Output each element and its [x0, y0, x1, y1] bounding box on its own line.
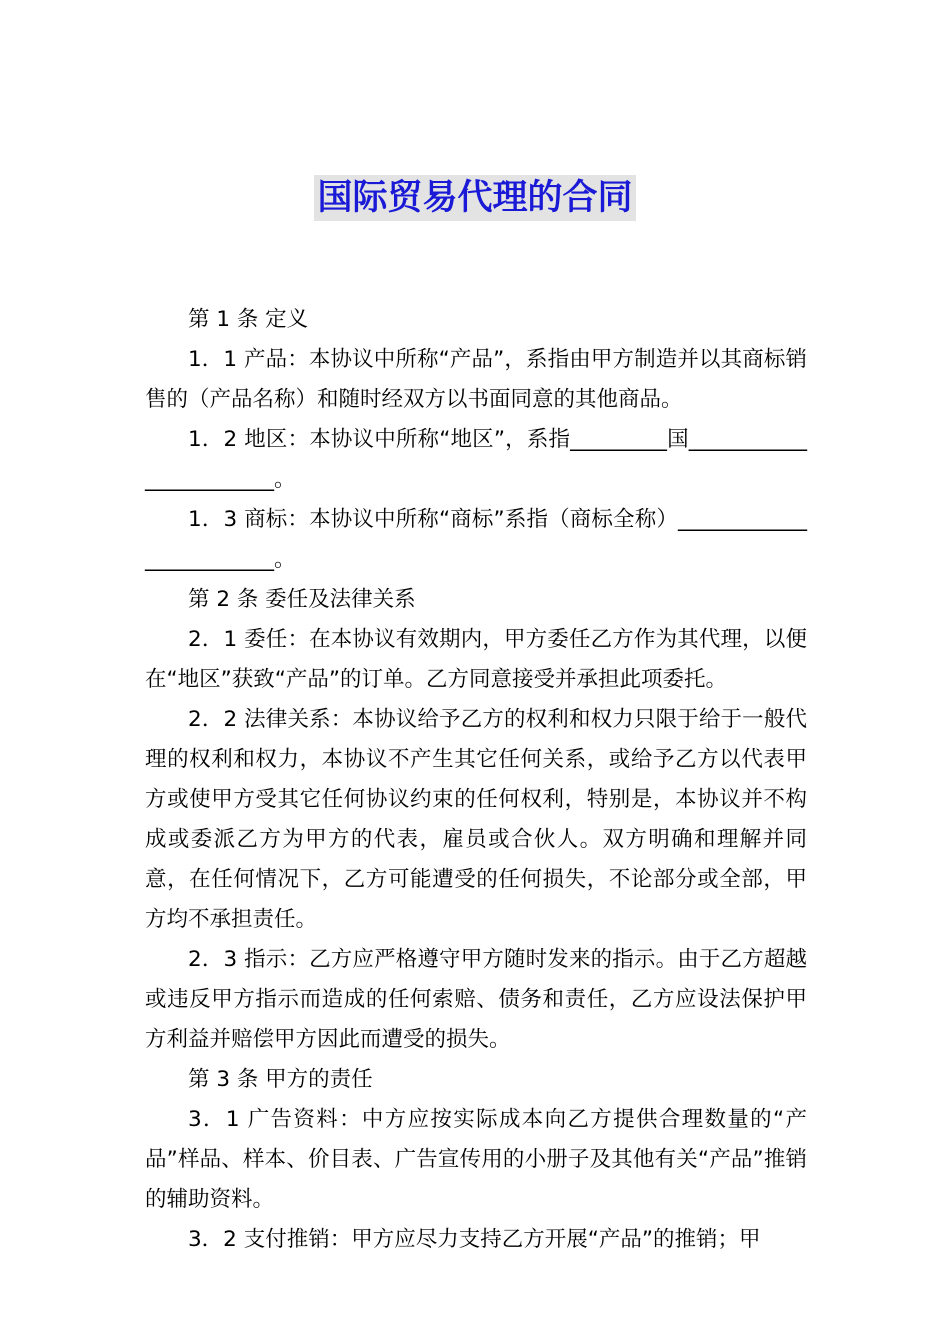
clause-3-2: 3．2 支付推销：甲方应尽力支持乙方开展“产品”的推销；甲: [188, 1227, 761, 1252]
document-body: [145, 300, 807, 1260]
clause-1-1: 1．1 产品：本协议中所称“产品”，系指由甲方制造并以其商标销售的（产品名称）和随时经双方以书面同意的其他商品。: [145, 347, 807, 412]
document-title: 国际贸易代理的合同: [314, 175, 635, 221]
article-3-heading: 第 3 条 甲方的责任: [188, 1067, 373, 1092]
clause-1-2: 1．2 地区：本协议中所称“地区”，系指_________国_______________________。: [145, 427, 807, 492]
clause-2-3: 2．3 指示：乙方应严格遵守甲方随时发来的指示。由于乙方超越或违反甲方指示而造成的任何索赔、债务和责任，乙方应设法保护甲方利益并赔偿甲方因此而遭受的损失。: [145, 947, 807, 1052]
title-container: [0, 175, 950, 221]
clause-3-1: 3．1 广告资料：中方应按实际成本向乙方提供合理数量的“产品”样品、样本、价目表、广告宣传用的小册子及其他有关“产品”推销的辅助资料。: [145, 1107, 807, 1212]
clause-2-2: 2．2 法律关系：本协议给予乙方的权利和权力只限于给于一般代理的权利和权力，本协议不产生其它任何关系，或给予乙方以代表甲方或使甲方受其它任何协议约束的任何权利，特别是，本协议并不构成或委派乙方为甲方的代表，雇员或合伙人。双方明确和理解并同意，在任何情况下，乙方可能遭受的任何损失，不论部分或全部，甲方均不承担责任。: [145, 707, 807, 932]
article-1-heading: 第 1 条 定义: [188, 307, 309, 332]
clause-1-3: 1．3 商标：本协议中所称“商标”系指（商标全称）________________________。: [145, 507, 807, 572]
article-2-heading: 第 2 条 委任及法律关系: [188, 587, 416, 612]
clause-2-1: 2．1 委任：在本协议有效期内，甲方委任乙方作为其代理，以便在“地区”获致“产品”的订单。乙方同意接受并承担此项委托。: [145, 627, 807, 692]
